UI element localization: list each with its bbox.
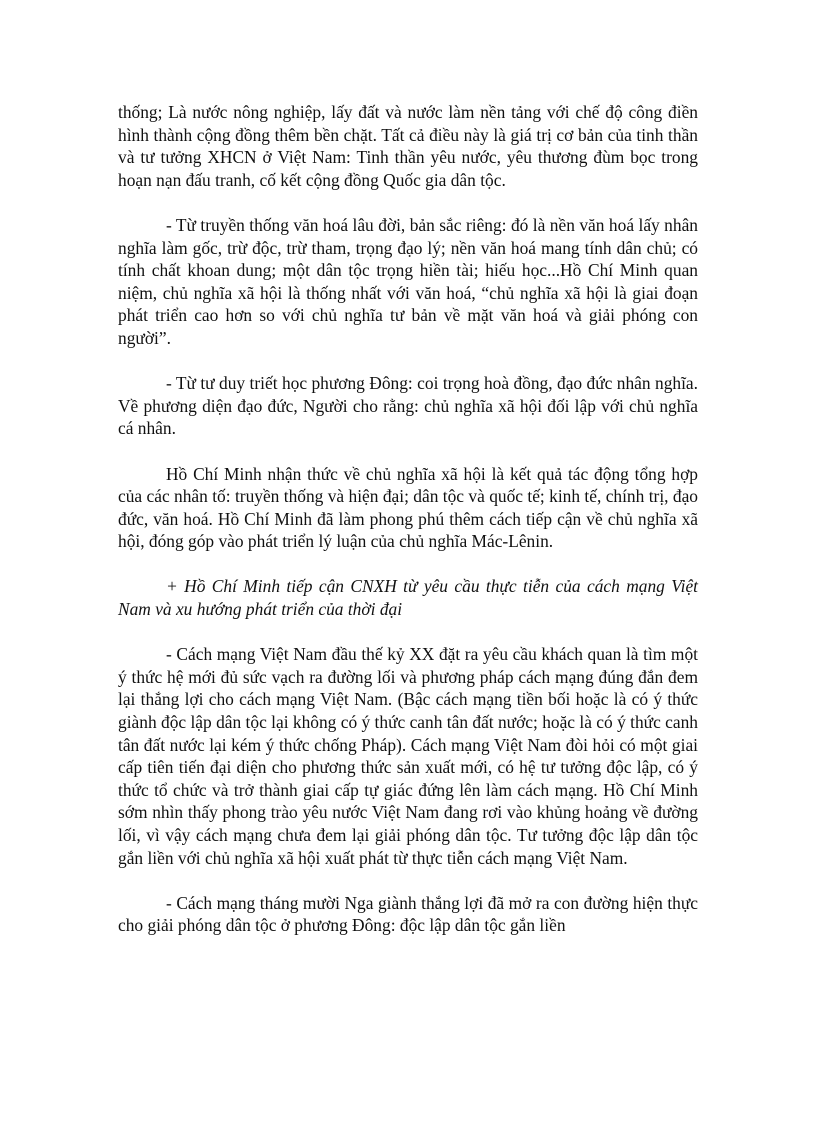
section-heading: + Hồ Chí Minh tiếp cận CNXH từ yêu cầu thực tiễn của cách mạng Việt Nam và xu hướng phát triển của thời đại xyxy=(118,576,698,620)
paragraph-continuation: thống; Là nước nông nghiệp, lấy đất và nước làm nền tảng với chế độ công điền hình thành cộng đồng thêm bền chặt. Tất cả điều này là giá trị cơ bản của tinh thần và tư tưởng XHCN ở Việt Nam: Tinh thần yêu nước, yêu thương đùm bọc trong hoạn nạn đấu tranh, cố kết cộng đồng Quốc gia dân tộc. xyxy=(118,102,698,190)
paragraph-eastern-philosophy: - Từ tư duy triết học phương Đông: coi trọng hoà đồng, đạo đức nhân nghĩa. Về phương diện đạo đức, Người cho rằng: chủ nghĩa xã hội đối lập với chủ nghĩa cá nhân. xyxy=(118,373,698,439)
paragraph-vietnam-revolution: - Cách mạng Việt Nam đầu thế kỷ XX đặt ra yêu cầu khách quan là tìm một ý thức hệ mới đủ sức vạch ra đường lối và phương pháp cách mạng đúng đắn đem lại thắng lợi cho cách mạng Việt Nam. (Bậc cách mạng tiền bối hoặc là có ý thức giành độc lập dân tộc lại không có ý thức canh tân đất nước; hoặc là có ý thức canh tân đất nước lại kém ý thức chống Pháp). Cách mạng Việt Nam đòi hỏi có một giai cấp tiên tiến đại diện cho phương thức sản xuất mới, có hệ tư tưởng độc lập, có ý thức tổ chức và trở thành giai cấp tự giác đứng lên làm cách mạng. Hồ Chí Minh sớm nhìn thấy phong trào yêu nước Việt Nam đang rơi vào khủng hoảng về đường lối, vì vậy cách mạng chưa đem lại giải phóng dân tộc. Tư tưởng độc lập dân tộc gắn liền với chủ nghĩa xã hội xuất phát từ thực tiễn cách mạng Việt Nam. xyxy=(118,644,698,868)
paragraph-october-revolution: - Cách mạng tháng mười Nga giành thắng lợi đã mở ra con đường hiện thực cho giải phóng dân tộc ở phương Đông: độc lập dân tộc gắn liền xyxy=(118,892,698,936)
paragraph-cultural-tradition: - Từ truyền thống văn hoá lâu đời, bản sắc riêng: đó là nền văn hoá lấy nhân nghĩa làm gốc, trừ độc, trừ tham, trọng đạo lý; nền văn hoá mang tính dân chủ; có tính chất khoan dung; một dân tộc trọng hiền tài; hiếu học...Hồ Chí Minh quan niệm, chủ nghĩa xã hội là thống nhất với văn hoá, “chủ nghĩa xã hội là giai đoạn phát triển cao hơn so với chủ nghĩa tư bản về mặt văn hoá và giải phóng con người”. xyxy=(118,214,698,348)
document-page xyxy=(118,101,698,960)
paragraph-summary: Hồ Chí Minh nhận thức về chủ nghĩa xã hội là kết quả tác động tổng hợp của các nhân tố: truyền thống và hiện đại; dân tộc và quốc tế; kinh tế, chính trị, đạo đức, văn hoá. Hồ Chí Minh đã làm phong phú thêm cách tiếp cận về chủ nghĩa xã hội, đóng góp vào phát triển lý luận của chủ nghĩa Mác-Lênin. xyxy=(118,463,698,552)
